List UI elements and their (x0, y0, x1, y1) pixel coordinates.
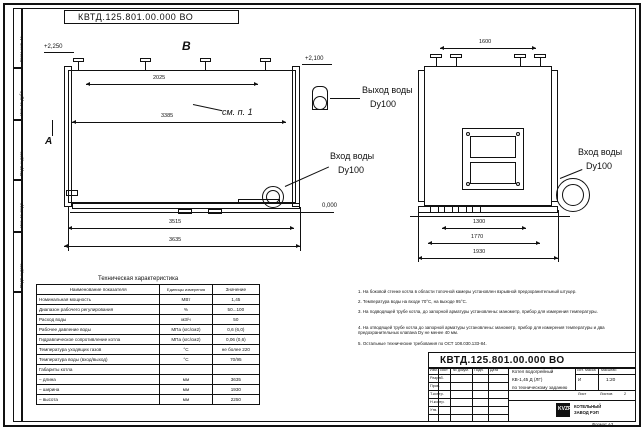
table-row (37, 365, 260, 375)
spec-cell: Рабочее давление воды (37, 325, 160, 335)
tb-hline-4 (428, 398, 508, 399)
outlet-leader (330, 98, 360, 99)
boiler-front-left-panel (418, 70, 425, 202)
elevation-0-line (300, 212, 334, 213)
support-2 (208, 209, 222, 214)
tb-vline-right-2 (598, 368, 599, 390)
note-2: 2. Температура воды на входе 70°С, на выходе 95°С. (358, 299, 467, 304)
front-nozzle-1 (436, 58, 437, 67)
tb-sheet-label: Лист (578, 392, 587, 396)
tb-hline-2 (428, 382, 508, 383)
elevation-2-line (302, 64, 332, 65)
tb-col-0: Изм. (430, 368, 438, 372)
door-bolt-1 (466, 132, 470, 136)
front-support-2 (444, 206, 453, 213)
dim-3385-label: 3385 (161, 113, 174, 119)
tb-hline-right-2 (508, 390, 636, 391)
table-row (37, 395, 260, 405)
boiler-front-right-panel (551, 70, 558, 202)
spec-cell: Температура уходящих газов (37, 345, 160, 355)
product-line-2: КВ-1,45 Д (ЛГ) (512, 377, 543, 382)
dim-1600-label: 1600 (479, 39, 492, 45)
dim-1770 (428, 243, 540, 244)
door-bolt-4 (516, 182, 520, 186)
spec-cell: мм (160, 385, 213, 395)
front-nozzle-2-flange (450, 54, 462, 58)
margin-label-0: Взам. инв. № (19, 36, 24, 62)
front-nozzle-2 (456, 58, 457, 67)
nozzle-top-2 (145, 62, 146, 71)
outlet-dn-label: Dy100 (370, 99, 397, 109)
note-1: 1. На боковой стенке котла в области топочной камеры установлен взрывной предохранительный штуцер. (358, 289, 577, 294)
spec-cell: м3/ч (160, 315, 213, 325)
tb-col-1: Лист (440, 368, 448, 372)
tb-hline-5 (428, 406, 508, 407)
nozzle-top-3 (205, 62, 206, 71)
spec-header-2: Значение (212, 285, 259, 295)
margin-label-4: Подп. и дата (19, 263, 24, 288)
spec-cell: 50 (212, 315, 259, 325)
dim-3385 (72, 122, 286, 123)
dim-1600 (440, 48, 536, 49)
support-1 (178, 209, 192, 214)
flue-outlet-circle (313, 96, 327, 110)
front-support-3 (458, 206, 467, 213)
nozzle-top-2-flange (140, 58, 151, 62)
spec-cell (212, 365, 259, 375)
inlet-right-dn-label: Dy100 (586, 161, 613, 171)
front-nozzle-3 (520, 58, 521, 67)
burner-circle-inner (562, 184, 584, 206)
note-4: 4. На отводящей трубе котла до запорной арматуры установлены: манометр, прибор для измерения температуры и два предохранительных клапана Dy не менее 40 мм. (358, 325, 605, 335)
spec-cell: Номинальная мощность (37, 295, 160, 305)
spec-cell: Расход воды (37, 315, 160, 325)
front-door-upper (470, 136, 516, 158)
dim-1930-label: 1930 (473, 249, 486, 255)
top-title-text: КВТД.125.801.00.000 ВО (78, 12, 194, 22)
nozzle-top-1-flange (73, 58, 84, 62)
spec-cell: 2250 (212, 395, 259, 405)
ext-line-r2 (558, 210, 559, 262)
boiler-side-right-flange (292, 66, 300, 207)
view-label-A: А (45, 136, 53, 147)
dim-2025-label: 2025 (153, 75, 166, 81)
dim-2025 (86, 84, 258, 85)
spec-cell: °С (160, 345, 213, 355)
elevation-2: +2,100 (305, 56, 324, 62)
product-line-1: Котел водогрейный (512, 369, 554, 374)
view-A-arrow-line (52, 120, 53, 136)
tb-row-0: Разраб. (430, 376, 444, 380)
front-nozzle-4 (540, 58, 541, 67)
tb-hline-6 (428, 414, 508, 415)
spec-header-row (37, 285, 260, 295)
dim-1300 (442, 228, 526, 229)
tb-row-3: Н.контр. (430, 400, 445, 404)
margin-label-1: Инв. № дубл. (19, 90, 24, 116)
tb-row-2: Т.контр. (430, 392, 444, 396)
spec-cell: МПа (кгс/см2) (160, 325, 213, 335)
tb-scale-header: Масштаб (601, 368, 617, 372)
dim-1930 (418, 258, 558, 259)
inlet-right-label: Вход воды (578, 147, 623, 157)
spec-cell: мм (160, 395, 213, 405)
tb-col-4: Дата (490, 368, 498, 372)
spec-cell: 0,06 (0,6) (212, 335, 259, 345)
dim-3515 (68, 228, 294, 229)
elevation-1-line (44, 52, 74, 53)
spec-cell: 1930 (212, 385, 259, 395)
nozzle-top-1 (78, 62, 79, 71)
side-valve-left (66, 190, 78, 196)
spec-cell: 50...100 (212, 305, 259, 315)
table-row (37, 375, 260, 385)
dim-1300-label: 1300 (473, 219, 486, 225)
nozzle-top-4-flange (260, 58, 271, 62)
spec-cell: Габариты котла (37, 365, 160, 375)
spec-table (36, 284, 260, 405)
tb-col-3: Подп. (474, 368, 484, 372)
spec-cell (160, 365, 213, 375)
dim-3635 (64, 246, 300, 247)
view-label-B: В (182, 39, 191, 53)
tb-sheets-value: 2 (624, 392, 627, 396)
tb-lit-value: И (578, 377, 582, 382)
front-support-4 (472, 206, 481, 213)
company-name-1: КОТЕЛЬНЫЙ (574, 404, 602, 409)
spec-cell: Гидравлическое сопротивление котла (37, 335, 160, 345)
margin-label-2: Подп. и дата (19, 151, 24, 176)
margin-label-3: Инв. № подл. (19, 201, 24, 228)
spec-cell: не более 220 (212, 345, 259, 355)
table-row (37, 295, 260, 305)
tb-vline-right-1 (575, 368, 576, 390)
product-line-3: по техническому заданию (512, 385, 568, 390)
spec-cell: мм (160, 375, 213, 385)
main-title-text: КВТД.125.801.00.000 ВО (440, 355, 565, 366)
door-bolt-2 (466, 182, 470, 186)
inlet-label: Вход воды (330, 151, 375, 161)
table-row (37, 355, 260, 365)
spec-title: Техническая характеристика (98, 276, 179, 282)
company-name-2: ЗАВОД РЭП (574, 410, 599, 415)
floor-line-right (410, 216, 570, 217)
tb-lit-header: Лит. (577, 368, 584, 372)
spec-cell: °С (160, 355, 213, 365)
front-nozzle-3-flange (514, 54, 526, 58)
elevation-0: 0,000 (322, 203, 338, 209)
elevation-1: +2,250 (44, 44, 63, 50)
tb-col-2: № докум. (453, 368, 469, 372)
tb-row-4: Утв. (430, 408, 438, 412)
ext-line-l2 (300, 207, 301, 251)
tb-row-1: Пров. (430, 384, 441, 388)
ext-line-l1 (68, 207, 69, 251)
spec-cell: – ширина (37, 385, 160, 395)
front-nozzle-1-flange (430, 54, 442, 58)
ext-line-r1 (418, 210, 419, 262)
tb-sheets-label: Листов (600, 392, 613, 396)
front-door-lower (470, 162, 516, 184)
margin-box-6 (13, 292, 22, 422)
tb-hline-1 (428, 374, 508, 375)
table-row (37, 335, 260, 345)
spec-cell: МПа (кгс/см2) (160, 335, 213, 345)
tb-hline-right-1 (575, 374, 636, 375)
boiler-front-base (418, 206, 558, 213)
boiler-side-left-flange (64, 66, 72, 207)
spec-cell: % (160, 305, 213, 315)
dim-3635-label: 3635 (169, 237, 182, 243)
tb-mass-header: Масса (585, 368, 596, 372)
outlet-label: Выход воды (362, 85, 413, 95)
dim-3515-label: 3515 (169, 219, 182, 225)
door-bolt-3 (516, 132, 520, 136)
tb-hline-3 (428, 390, 508, 391)
spec-cell: МВт (160, 295, 213, 305)
spec-header-0: Наименование показателя (37, 285, 160, 295)
tb-vline-main (508, 368, 509, 422)
spec-header-1: Единицы измерения (160, 285, 213, 295)
table-row (37, 315, 260, 325)
tb-scale-value: 1:20 (606, 378, 616, 383)
note-5: 5. Остальные технические требования по ОСТ 108.030.133-84. (358, 341, 487, 346)
table-row (37, 385, 260, 395)
spec-cell: 1,45 (212, 295, 259, 305)
spec-cell: – длина (37, 375, 160, 385)
company-logo-text: KVZR (558, 406, 572, 412)
spec-cell: 0,6 (6,0) (212, 325, 259, 335)
tb-hline-right-3 (508, 400, 636, 401)
spec-cell: Диапазон рабочего регулирования (37, 305, 160, 315)
table-row (37, 345, 260, 355)
note-pointer-label: см. п. 1 (222, 107, 253, 117)
nozzle-top-3-flange (200, 58, 211, 62)
spec-cell: – высота (37, 395, 160, 405)
spec-cell: Температура воды (вход/выход) (37, 355, 160, 365)
nozzle-top-4 (265, 62, 266, 71)
inlet-dn-label: Dy100 (338, 165, 365, 175)
spec-cell: 70/95 (212, 355, 259, 365)
side-outlet-circle-inner (266, 190, 280, 204)
table-row (37, 305, 260, 315)
format-label: Формат А3 (592, 422, 614, 427)
table-row (37, 325, 260, 335)
front-support-1 (430, 206, 439, 213)
dim-1770-label: 1770 (471, 234, 484, 240)
spec-cell: 3635 (212, 375, 259, 385)
front-nozzle-4-flange (534, 54, 546, 58)
note-3: 3. На подводящей трубе котла, до запорной арматуры установлены: манометр, прибор для измерения температуры. (358, 309, 598, 314)
boiler-side-body (68, 70, 296, 203)
